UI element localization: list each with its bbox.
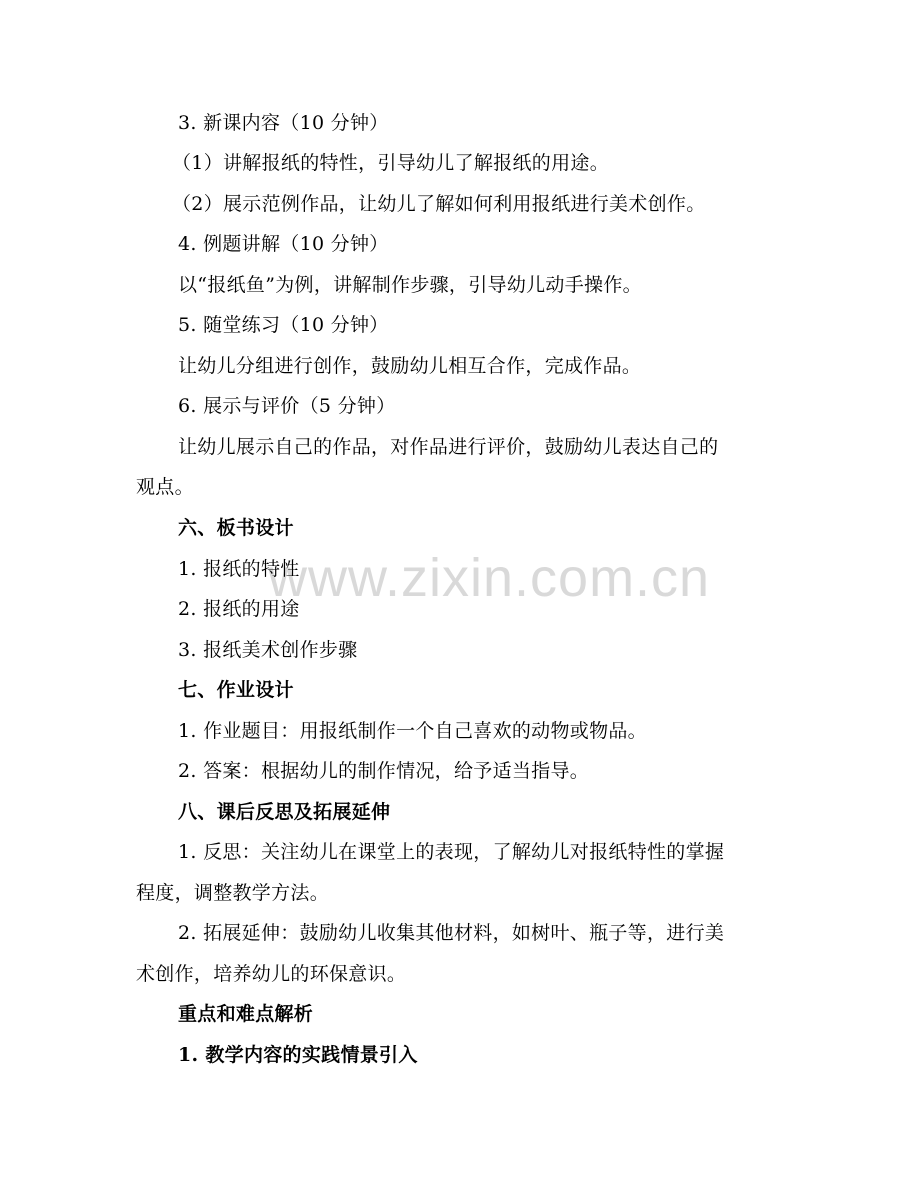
step-6-text-line-2: 观点。 bbox=[136, 476, 194, 498]
step-4-text: 以“报纸鱼”为例，讲解制作步骤，引导幼儿动手操作。 bbox=[178, 274, 642, 296]
section-8-heading: 八、课后反思及拓展延伸 bbox=[178, 801, 391, 823]
step-3-item-1: （1）讲解报纸的特性，引导幼儿了解报纸的用途。 bbox=[172, 152, 609, 174]
reflection-line-2: 程度，调整教学方法。 bbox=[136, 882, 330, 904]
homework-item-2: 2. 答案：根据幼儿的制作情况，给予适当指导。 bbox=[178, 760, 590, 782]
reflection-line-1: 1. 反思：关注幼儿在课堂上的表现，了解幼儿对报纸特性的掌握 bbox=[178, 841, 725, 863]
extension-line-1: 2. 拓展延伸：鼓励幼儿收集其他材料，如树叶、瓶子等，进行美 bbox=[178, 922, 725, 944]
board-item-3: 3. 报纸美术创作步骤 bbox=[178, 639, 358, 661]
extension-line-2: 术创作，培养幼儿的环保意识。 bbox=[136, 963, 407, 985]
step-5-heading: 5. 随堂练习（10 分钟） bbox=[178, 314, 389, 336]
step-3-item-2: （2）展示范例作品，让幼儿了解如何利用报纸进行美术创作。 bbox=[172, 193, 706, 215]
homework-item-1: 1. 作业题目：用报纸制作一个自己喜欢的动物或物品。 bbox=[178, 720, 647, 742]
board-item-1: 1. 报纸的特性 bbox=[178, 558, 300, 580]
step-6-heading: 6. 展示与评价（5 分钟） bbox=[178, 395, 396, 417]
step-3-heading: 3. 新课内容（10 分钟） bbox=[178, 112, 389, 134]
key-point-1-heading: 1. 教学内容的实践情景引入 bbox=[178, 1044, 418, 1066]
step-6-text-line-1: 让幼儿展示自己的作品，对作品进行评价，鼓励幼儿表达自己的 bbox=[178, 436, 719, 458]
key-points-heading: 重点和难点解析 bbox=[178, 1003, 314, 1025]
step-4-heading: 4. 例题讲解（10 分钟） bbox=[178, 233, 389, 255]
board-item-2: 2. 报纸的用途 bbox=[178, 598, 300, 620]
step-5-text: 让幼儿分组进行创作，鼓励幼儿相互合作，完成作品。 bbox=[178, 355, 642, 377]
watermark: www.zixin.com.cn bbox=[268, 548, 711, 608]
section-7-heading: 七、作业设计 bbox=[178, 679, 294, 701]
section-6-heading: 六、板书设计 bbox=[178, 517, 294, 539]
